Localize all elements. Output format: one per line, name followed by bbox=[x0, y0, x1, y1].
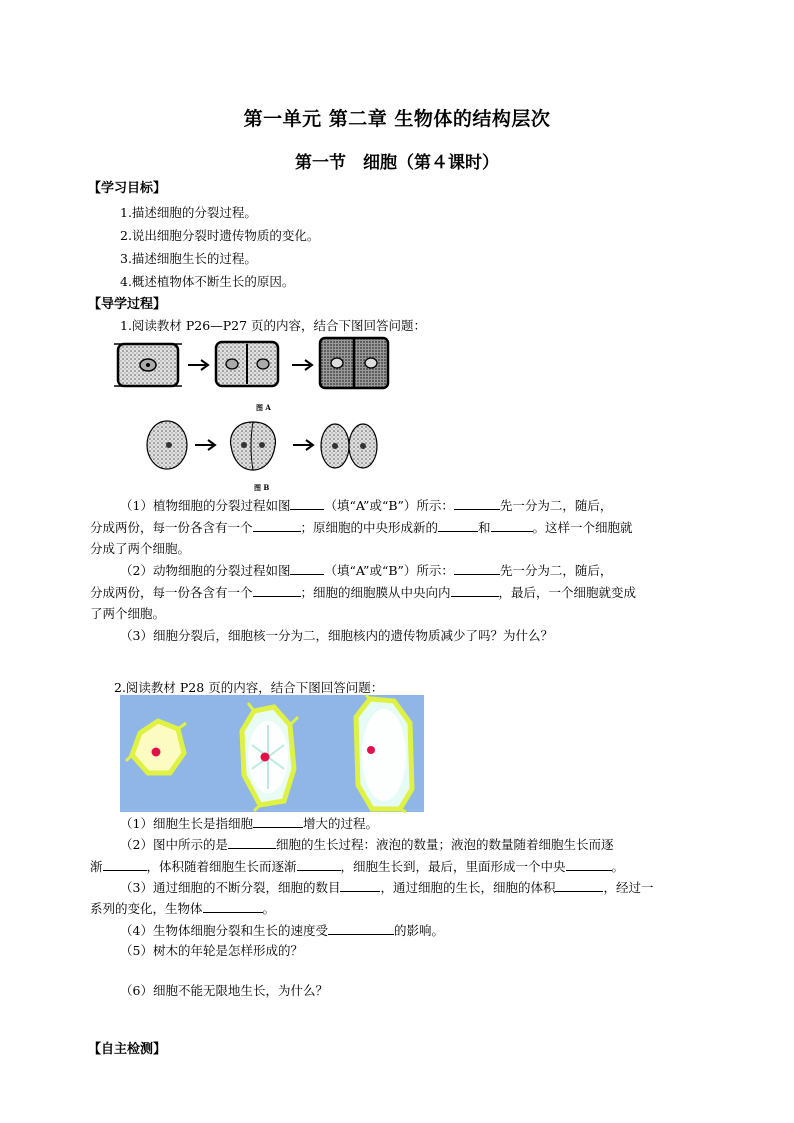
page-title: 第一单元 第二章 生物体的结构层次 bbox=[243, 108, 551, 130]
answer-blank[interactable] bbox=[454, 562, 500, 575]
answer-blank[interactable] bbox=[228, 836, 276, 849]
answer-blank[interactable] bbox=[290, 497, 324, 510]
answer-blank[interactable] bbox=[253, 519, 301, 532]
question-1-2-line2: 分成两份，每一份各含有一个 ；细胞的细胞膜从中央向内 ，最后，一个细胞就变成 bbox=[90, 585, 637, 600]
goal-item: 2.说出细胞分裂时遗传物质的变化。 bbox=[120, 228, 320, 243]
question-1-2-line3: 了两个细胞。 bbox=[90, 606, 166, 621]
animal-cell-division-figure bbox=[145, 418, 385, 474]
plant-cell-division-figure bbox=[114, 338, 394, 408]
answer-blank[interactable] bbox=[253, 584, 301, 597]
answer-blank[interactable] bbox=[555, 879, 603, 892]
question-1-1-line2: 分成两份，每一份各含有一个 ；原细胞的中央形成新的 和 。这样一个细胞就 bbox=[90, 520, 633, 535]
answer-blank[interactable] bbox=[103, 858, 147, 871]
question-1-1-line1: （1）植物细胞的分裂过程如图 （填“A”或“B”）所示： 先一分为二，随后， bbox=[120, 498, 613, 513]
answer-blank[interactable] bbox=[454, 497, 500, 510]
question-2-1: （1）细胞生长是指细胞 增大的过程。 bbox=[120, 816, 378, 831]
goal-item: 4.概述植物体不断生长的原因。 bbox=[120, 274, 295, 289]
answer-blank[interactable] bbox=[203, 900, 263, 913]
question-2-3-line1: （3）通过细胞的不断分裂，细胞的数目 ，通过细胞的生长，细胞的体积 ，经过一 bbox=[120, 880, 654, 895]
question-2-2-line2: 渐 ，体积随着细胞生长而逐渐 ，细胞生长到，最后，里面形成一个中央 。 bbox=[90, 859, 625, 874]
page-subtitle: 第一节 细胞（第４课时） bbox=[295, 153, 499, 173]
question-2-2-line1: （2）图中所示的是 细胞的生长过程：液泡的数量；液泡的数量随着细胞生长而逐 bbox=[120, 837, 614, 852]
answer-blank[interactable] bbox=[340, 879, 380, 892]
answer-blank[interactable] bbox=[253, 815, 303, 828]
figure-a-label: 图 A bbox=[256, 403, 271, 412]
part1-intro: 1.阅读教材 P26—P27 页的内容，结合下图回答问题： bbox=[120, 318, 427, 333]
answer-blank[interactable] bbox=[297, 858, 341, 871]
answer-blank[interactable] bbox=[451, 584, 499, 597]
cell-growth-figure bbox=[120, 695, 424, 812]
question-1-1-line3: 分成了两个细胞。 bbox=[90, 541, 191, 556]
answer-blank[interactable] bbox=[290, 562, 324, 575]
question-2-6: （6）细胞不能无限地生长，为什么？ bbox=[120, 983, 328, 998]
process-heading: 【导学过程】 bbox=[88, 297, 167, 312]
answer-blank[interactable] bbox=[438, 519, 478, 532]
question-2-3-line2: 系列的变化，生物体 。 bbox=[90, 901, 276, 916]
figure-b-label: 图 B bbox=[254, 483, 270, 492]
self-check-heading: 【自主检测】 bbox=[88, 1042, 167, 1057]
part2-intro: 2.阅读教材 P28 页的内容，结合下图回答问题： bbox=[114, 680, 384, 695]
goal-item: 1.描述细胞的分裂过程。 bbox=[120, 205, 257, 220]
goal-item: 3.描述细胞生长的过程。 bbox=[120, 251, 257, 266]
question-2-5: （5）树木的年轮是怎样形成的？ bbox=[120, 943, 303, 958]
answer-blank[interactable] bbox=[491, 519, 533, 532]
question-1-2-line1: （2）动物细胞的分裂过程如图 （填“A”或“B”）所示： 先一分为二，随后， bbox=[120, 563, 613, 578]
question-2-4: （4）生物体细胞分裂和生长的速度受 的影响。 bbox=[120, 923, 444, 938]
answer-blank[interactable] bbox=[566, 858, 612, 871]
answer-blank[interactable] bbox=[328, 922, 394, 935]
goals-heading: 【学习目标】 bbox=[88, 181, 167, 196]
question-1-3: （3）细胞分裂后，细胞核一分为二，细胞核内的遗传物质减少了吗？为什么？ bbox=[120, 628, 553, 643]
